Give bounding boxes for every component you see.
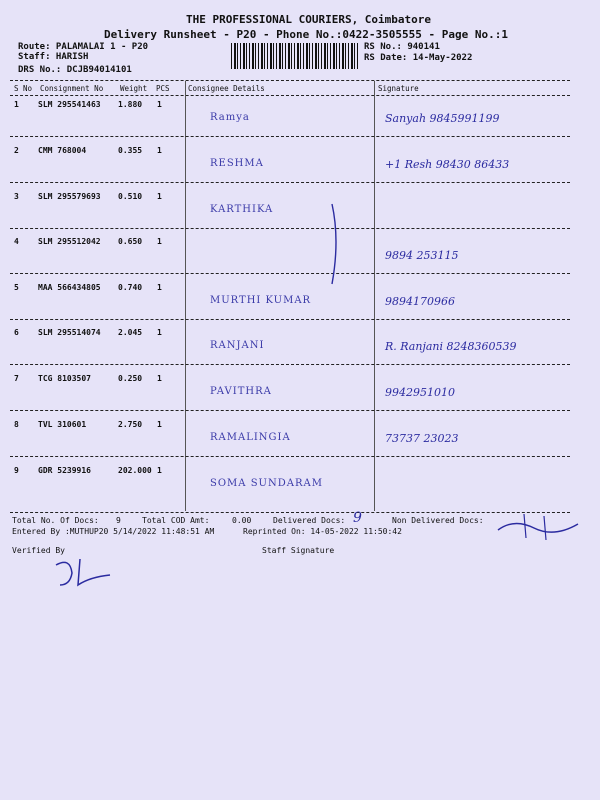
col-signature: Signature: [378, 84, 419, 93]
row-consignment: TCG 8103507: [38, 374, 91, 383]
row-separator: [10, 410, 570, 411]
row-pcs: 1: [157, 420, 162, 429]
row-consignee-name: Ramya: [210, 112, 250, 123]
row-consignment: GDR 5239916: [38, 466, 91, 475]
row-consignee-name: MURTHI KUMAR: [210, 295, 312, 306]
staff-text: Staff: HARISH: [18, 52, 89, 62]
row-signature: 9942951010: [385, 386, 455, 399]
total-docs-value: 9: [116, 516, 121, 525]
row-weight: 0.250: [118, 374, 143, 383]
row-pcs: 1: [157, 466, 162, 475]
row-sno: 3: [14, 192, 19, 201]
footer-rule: [10, 512, 570, 513]
row-sno: 9: [14, 466, 19, 475]
row-pcs: 1: [157, 146, 162, 155]
header-top-rule: [10, 80, 570, 81]
non-delivered-label: Non Delivered Docs:: [392, 516, 484, 525]
row-consignment: SLM 295579693: [38, 192, 101, 201]
row-weight: 2.045: [118, 328, 143, 337]
total-docs-label: Total No. Of Docs:: [12, 516, 99, 525]
drs-number: DRS No.: DCJB94014101: [18, 65, 132, 75]
row-consignee-name: RESHMA: [210, 158, 264, 169]
row-pcs: 1: [157, 237, 162, 246]
row-sno: 1: [14, 100, 19, 109]
col-pcs: PCS: [156, 84, 170, 93]
row-consignment: SLM 295541463: [38, 100, 101, 109]
col-consignment: Consignment No: [40, 84, 104, 93]
row-consignment: MAA 566434805: [38, 283, 101, 292]
row-weight: 0.510: [118, 192, 143, 201]
row-separator: [10, 182, 570, 183]
row-consignment: TVL 310601: [38, 420, 87, 429]
row-consignee-name: RAMALINGIA: [210, 432, 291, 443]
verified-by-label: Verified By: [12, 546, 65, 555]
verified-signature: [50, 555, 140, 591]
row-signature: R. Ranjani 8248360539: [385, 340, 517, 353]
row-signature: 73737 23023: [385, 432, 459, 445]
row-pcs: 1: [157, 328, 162, 337]
row-weight: 1.880: [118, 100, 143, 109]
footer-scribble: [494, 508, 584, 542]
runsheet-subtitle: Delivery Runsheet - P20 - Phone No.:0422-3505555 - Page No.:1: [104, 28, 508, 41]
row-weight: 2.750: [118, 420, 143, 429]
col-consignee: Consignee Details: [188, 84, 265, 93]
row-signature: +1 Resh 98430 86433: [385, 158, 510, 171]
header-bottom-rule: [10, 95, 570, 96]
consignee-divider: [185, 81, 186, 511]
bracket-mark: [326, 200, 346, 290]
row-signature: 9894 253115: [385, 249, 459, 262]
row-pcs: 1: [157, 100, 162, 109]
row-sno: 8: [14, 420, 19, 429]
row-consignment: CMM 768004: [38, 146, 87, 155]
row-signature: Sanyah 9845991199: [385, 112, 500, 125]
route-text: Route: PALAMALAI 1 - P20: [18, 42, 149, 52]
row-weight: 0.355: [118, 146, 143, 155]
row-pcs: 1: [157, 283, 162, 292]
row-consignment: SLM 295514074: [38, 328, 101, 337]
col-sno: S No: [14, 84, 33, 93]
delivered-label: Delivered Docs:: [273, 516, 346, 525]
row-separator: [10, 364, 570, 365]
row-consignment: SLM 295512042: [38, 237, 101, 246]
row-weight: 0.650: [118, 237, 143, 246]
delivered-value: 9: [353, 510, 362, 526]
total-cod-value: 0.00: [232, 516, 252, 525]
rs-date: RS Date: 14-May-2022: [364, 53, 473, 63]
row-separator: [10, 228, 570, 229]
row-sno: 4: [14, 237, 19, 246]
row-signature: 9894170966: [385, 295, 455, 308]
row-sno: 2: [14, 146, 19, 155]
rs-number: RS No.: 940141: [364, 42, 440, 52]
signature-divider: [374, 81, 375, 511]
row-separator: [10, 136, 570, 137]
row-weight: 202.000: [118, 466, 152, 475]
row-consignee-name: KARTHIKA: [210, 204, 274, 215]
row-consignee-name: PAVITHRA: [210, 386, 272, 397]
row-pcs: 1: [157, 374, 162, 383]
row-separator: [10, 319, 570, 320]
col-weight: Weight: [120, 84, 148, 93]
row-consignee-name: SOMA SUNDARAM: [210, 478, 323, 489]
row-sno: 7: [14, 374, 19, 383]
row-separator: [10, 273, 570, 274]
total-cod-label: Total COD Amt:: [142, 516, 210, 525]
entered-by: Entered By :MUTHUP20 5/14/2022 11:48:51 AM: [12, 527, 215, 536]
barcode: [231, 43, 358, 69]
company-title: THE PROFESSIONAL COURIERS, Coimbatore: [186, 13, 432, 26]
staff-signature-label: Staff Signature: [262, 546, 335, 555]
row-weight: 0.740: [118, 283, 143, 292]
reprinted-on: Reprinted On: 14-05-2022 11:50:42: [243, 527, 402, 536]
row-sno: 5: [14, 283, 19, 292]
row-separator: [10, 456, 570, 457]
row-consignee-name: RANJANI: [210, 340, 265, 351]
row-pcs: 1: [157, 192, 162, 201]
row-sno: 6: [14, 328, 19, 337]
